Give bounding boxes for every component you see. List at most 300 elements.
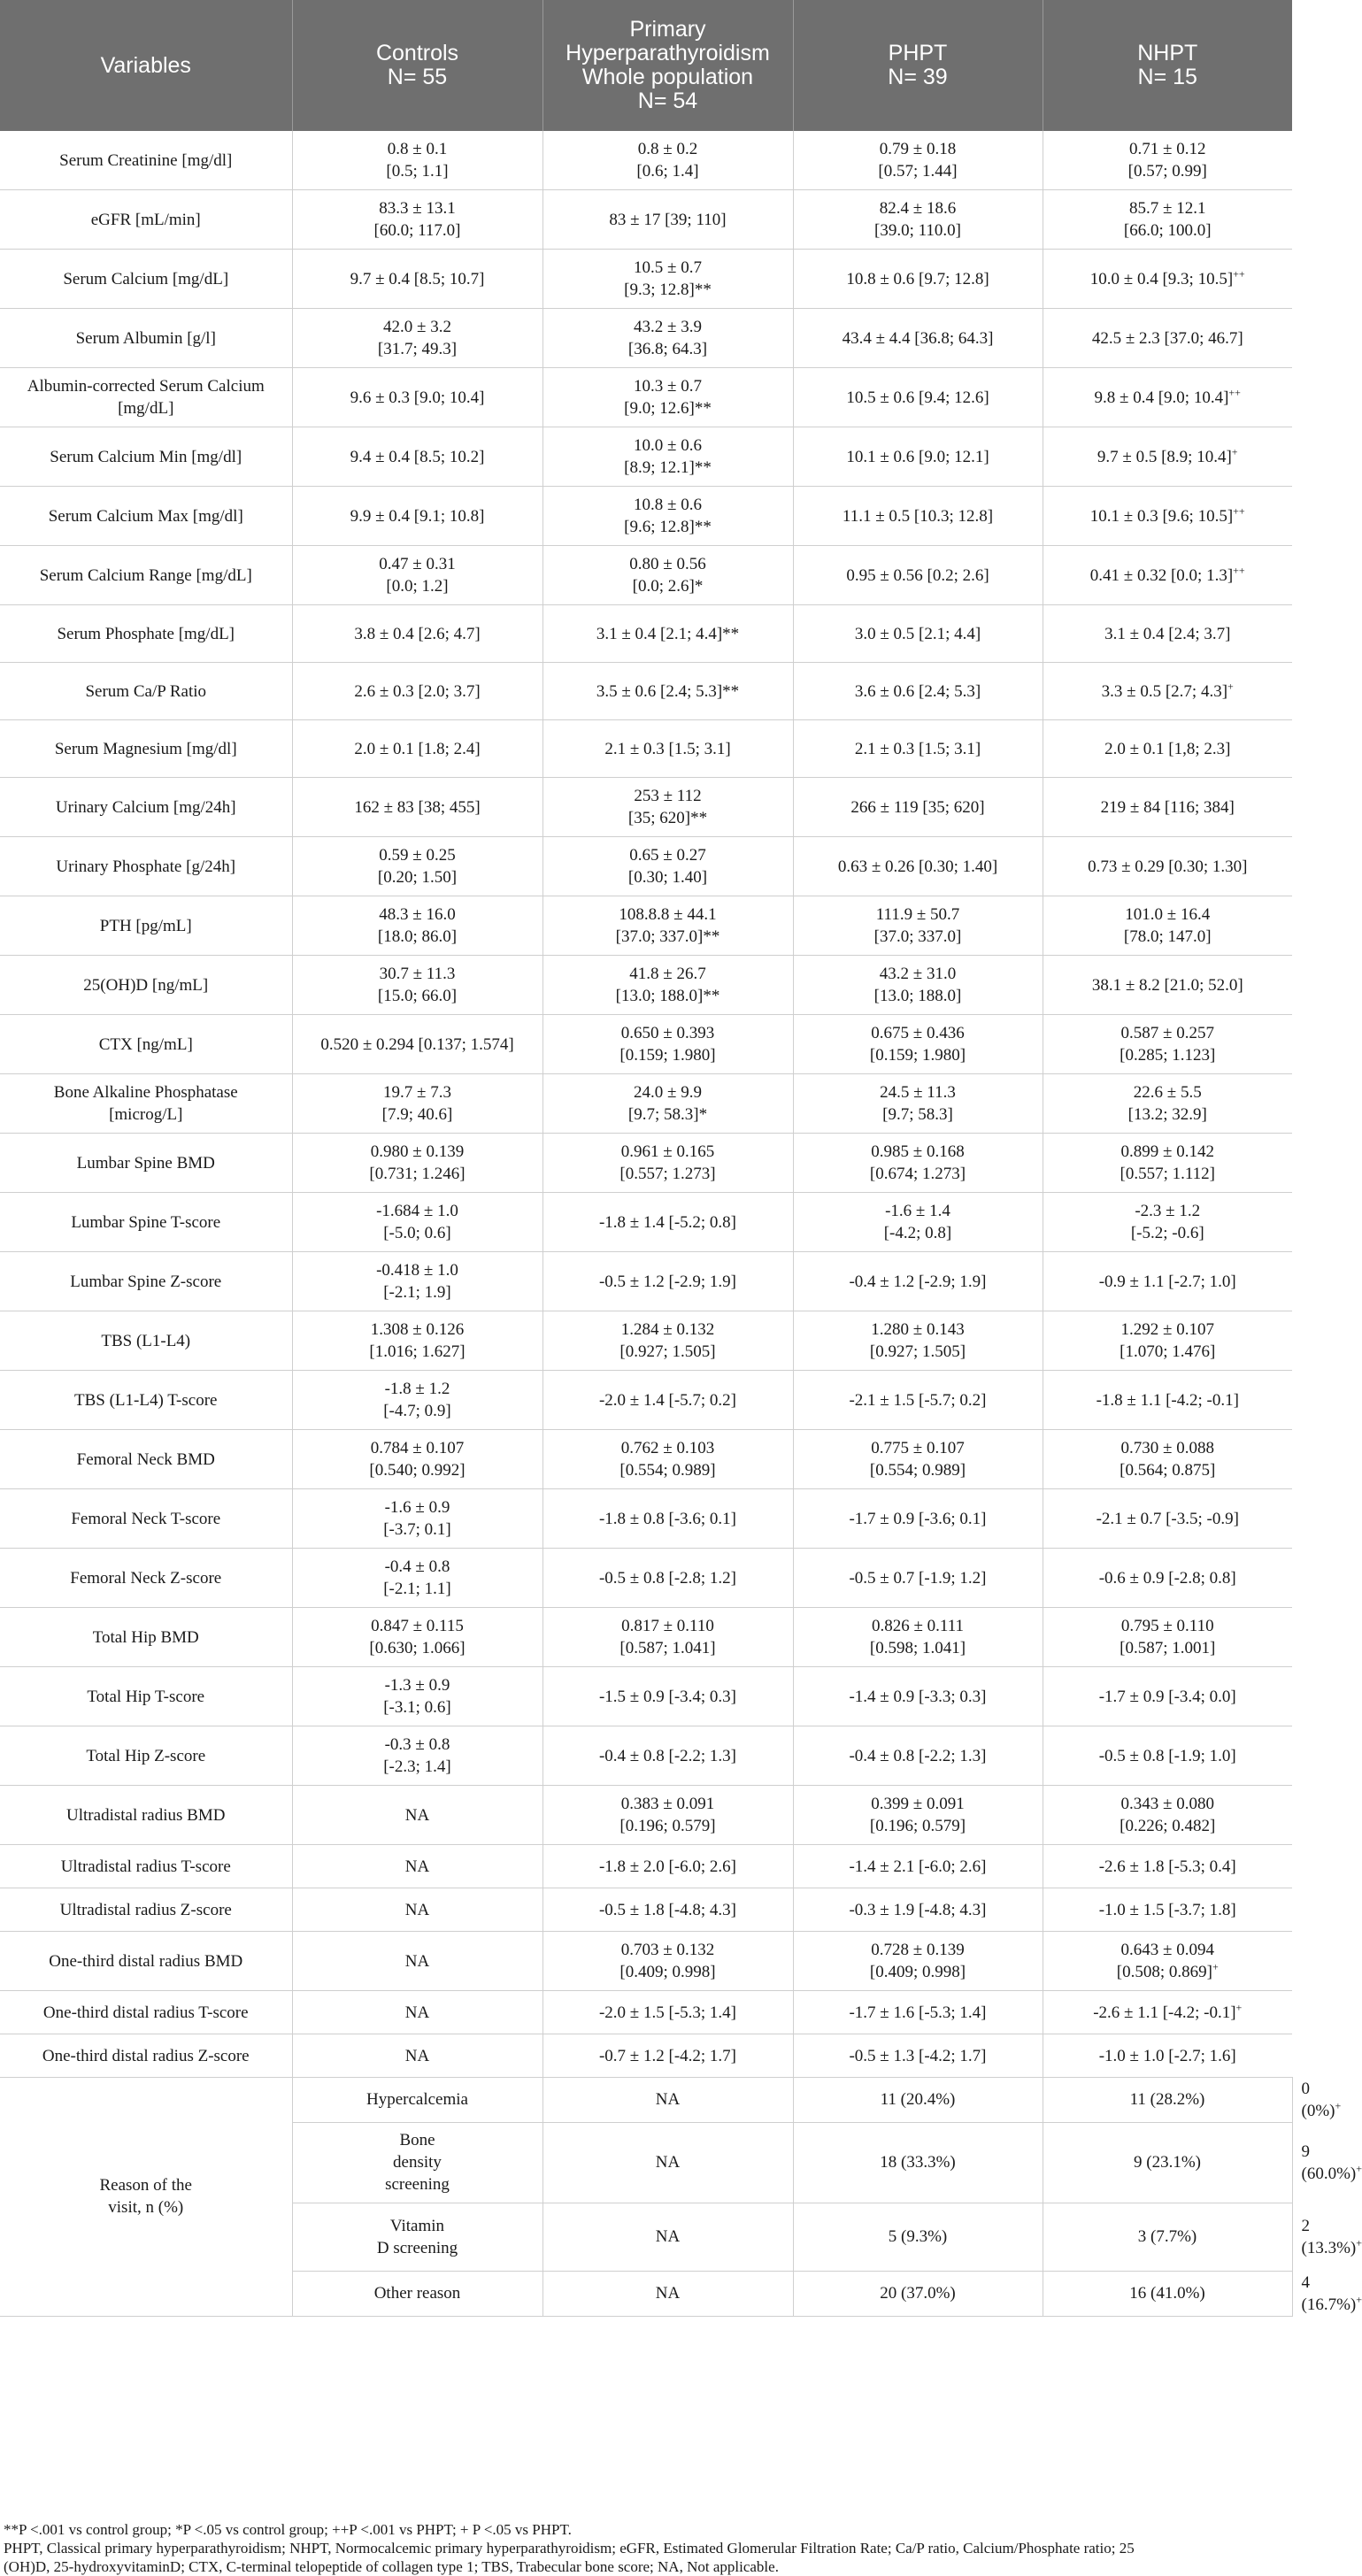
cell-text: [-3.7; 0.1] (383, 1520, 451, 1539)
cell-text: 0.985 ± 0.168 (871, 1142, 965, 1161)
cell-text: 9 (60.0%) (1301, 2142, 1357, 2183)
cell-text: [-2.3; 1.4] (383, 1757, 451, 1776)
cell-text: [0.554; 0.989] (619, 1461, 716, 1480)
nhpt-cell (1043, 1608, 1292, 1667)
cell-text: 20 (37.0%) (880, 2284, 956, 2303)
cell-text: 0.847 ± 0.115 (371, 1617, 464, 1635)
cell-text: 0.795 ± 0.110 (1120, 1617, 1214, 1635)
table-row (0, 663, 1292, 720)
cell-text: 43.2 ± 3.9 (634, 318, 702, 336)
cell-text: -1.8 ± 1.1 [-4.2; -0.1] (1096, 1390, 1239, 1410)
whole-population-cell (542, 720, 793, 778)
phpt-cell (793, 1667, 1043, 1726)
controls-cell (542, 2122, 793, 2203)
controls-cell (542, 2271, 793, 2316)
cell-text: 43.4 ± 4.4 [36.8; 64.3] (842, 328, 994, 348)
phpt-cell (793, 663, 1043, 720)
table-row (0, 1932, 1292, 1991)
cell-text: One-third distal radius BMD (49, 1951, 243, 1971)
whole-population-cell (542, 1991, 793, 2034)
controls-cell (292, 1786, 542, 1845)
cell-text: Serum Magnesium [mg/dl] (54, 739, 237, 758)
cell-text: [mg/dL] (118, 399, 174, 418)
cell-text: -0.4 ± 0.8 (384, 1557, 450, 1576)
cell-text: 42.0 ± 3.2 (383, 318, 451, 336)
whole-population-cell (542, 956, 793, 1015)
cell-text: [-4.7; 0.9] (383, 1402, 451, 1420)
cell-text: NA (404, 2046, 430, 2065)
table-row (0, 250, 1292, 309)
cell-text: Reason of the (99, 2176, 192, 2195)
cell-text-wrap (1052, 2002, 1284, 2024)
cell-text: 4 (16.7%) (1301, 2272, 1357, 2314)
reason-subcategory (292, 2078, 542, 2123)
cell-text: Serum Creatinine [mg/dl] (59, 150, 233, 170)
phpt-cell (793, 1845, 1043, 1888)
nhpt-cell (1043, 1786, 1292, 1845)
whole-population-cell (542, 1549, 793, 1608)
controls-cell (292, 1430, 542, 1489)
phpt-cell (793, 190, 1043, 250)
cell-text: [microg/L] (109, 1105, 183, 1124)
header-primary-line: Primary (629, 17, 706, 42)
whole-population-cell (542, 1489, 793, 1549)
cell-text: 3.6 ± 0.6 [2.4; 5.3] (854, 681, 981, 701)
cell-text: 43.2 ± 31.0 (879, 965, 957, 983)
cell-text: -0.418 ± 1.0 (376, 1261, 458, 1280)
cell-text: Femoral Neck Z-score (70, 1568, 222, 1588)
cell-text: -0.5 ± 0.8 [-2.8; 1.2] (598, 1568, 736, 1588)
phpt-cell (793, 1786, 1043, 1845)
header-primary-line: Whole population (581, 65, 754, 89)
cell-text: -1.7 ± 0.9 [-3.4; 0.0] (1098, 1687, 1236, 1706)
cell-text-wrap (1052, 446, 1284, 468)
variable-cell (0, 720, 292, 778)
cell-text: Serum Calcium [mg/dL] (63, 269, 229, 288)
cell-text: 0.399 ± 0.091 (871, 1795, 965, 1813)
whole-population-cell (793, 2078, 1043, 2123)
cell-text: 10.5 ± 0.7 (634, 258, 702, 277)
table-row (0, 1667, 1292, 1726)
cell-text: 0.730 ± 0.088 (1120, 1439, 1214, 1457)
cell-text: 11 (28.2%) (1129, 2090, 1205, 2110)
controls-cell (292, 368, 542, 427)
cell-text: [35; 620]** (627, 809, 708, 827)
phpt-cell (793, 2034, 1043, 2078)
cell-text: 0.8 ± 0.2 (637, 140, 698, 158)
cell-text: Ultradistal radius BMD (66, 1805, 226, 1825)
header-controls-line: Controls (375, 41, 459, 65)
cell-text: [60.0; 117.0] (373, 221, 461, 240)
controls-cell (292, 1193, 542, 1252)
cell-text: [9.7; 58.3] (882, 1105, 953, 1124)
nhpt-cell (1043, 1074, 1292, 1134)
cell-text: 0.762 ± 0.103 (620, 1439, 715, 1457)
table-row (0, 1786, 1292, 1845)
cell-text: 16 (41.0%) (1129, 2284, 1205, 2303)
nhpt-cell (1043, 1371, 1292, 1430)
cell-text: [31.7; 49.3] (377, 340, 458, 358)
cell-text: -1.8 ± 1.2 (384, 1380, 450, 1398)
reason-of-visit-label (0, 2078, 292, 2317)
cell-text: Serum Ca/P Ratio (85, 681, 207, 701)
whole-population-cell (542, 1371, 793, 1430)
cell-text: 9.7 ± 0.5 [8.9; 10.4] (1097, 447, 1232, 466)
cell-text: 0.73 ± 0.29 [0.30; 1.30] (1088, 857, 1248, 876)
table-row (0, 1726, 1292, 1786)
cell-text: 0.80 ± 0.56 (629, 555, 706, 573)
cell-text: -1.0 ± 1.5 [-3.7; 1.8] (1098, 1900, 1236, 1919)
controls-cell (292, 1667, 542, 1726)
cell-text: 9 (23.1%) (1134, 2153, 1201, 2172)
variable-cell (0, 1932, 292, 1991)
cell-text: -0.5 ± 1.8 [-4.8; 4.3] (598, 1900, 736, 1919)
cell-text: [18.0; 86.0] (377, 927, 458, 946)
table-row (0, 1311, 1292, 1371)
cell-text: -2.3 ± 1.2 (1135, 1202, 1201, 1220)
cell-text: [13.0; 188.0]** (615, 987, 720, 1005)
whole-population-cell (542, 546, 793, 605)
cell-text: [0.5; 1.1] (386, 162, 449, 181)
cell-text: -0.3 ± 0.8 (384, 1735, 450, 1754)
cell-text: -0.7 ± 1.2 [-4.2; 1.7] (598, 2046, 736, 2065)
cell-text: Femoral Neck BMD (76, 1449, 215, 1469)
phpt-cell (793, 427, 1043, 487)
cell-text: 10.3 ± 0.7 (634, 377, 702, 396)
nhpt-cell (1043, 1932, 1292, 1991)
header-nhpt-line: NHPT (1137, 41, 1198, 65)
cell-text: 0.817 ± 0.110 (621, 1617, 714, 1635)
footnote-line: **P <.001 vs control group; *P <.05 vs control group; ++P <.001 vs PHPT; + P <.05 vs PHPT. (4, 2521, 572, 2538)
cell-text: -1.684 ± 1.0 (376, 1202, 458, 1220)
significance-marker: + (1356, 2236, 1362, 2249)
whole-population-cell (542, 427, 793, 487)
nhpt-cell (1043, 368, 1292, 427)
nhpt-cell (1043, 1845, 1292, 1888)
cell-text: One-third distal radius T-score (42, 2003, 249, 2022)
cell-text: [0.587; 1.001] (1120, 1639, 1216, 1657)
cell-text: Lumbar Spine BMD (76, 1153, 215, 1173)
controls-cell (292, 190, 542, 250)
cell-text: [0.674; 1.273] (869, 1165, 966, 1183)
cell-text: 1.308 ± 0.126 (370, 1320, 465, 1339)
nhpt-cell (1043, 778, 1292, 837)
table-row (0, 131, 1292, 190)
phpt-cell (793, 1608, 1043, 1667)
nhpt-cell (1043, 309, 1292, 368)
cell-text-wrap (1052, 505, 1284, 527)
cell-text: 82.4 ± 18.6 (879, 199, 957, 218)
phpt-cell (793, 1015, 1043, 1074)
nhpt-cell (1043, 1549, 1292, 1608)
nhpt-cell (1043, 837, 1292, 896)
controls-cell (292, 250, 542, 309)
variable-cell (0, 1667, 292, 1726)
cell-text: Bone (399, 2131, 435, 2149)
controls-cell (542, 2203, 793, 2271)
cell-text: [0.564; 0.875] (1120, 1461, 1216, 1480)
variable-cell (0, 250, 292, 309)
cell-text: -0.9 ± 1.1 [-2.7; 1.0] (1098, 1272, 1236, 1291)
controls-cell (292, 896, 542, 956)
cell-text: 41.8 ± 26.7 (629, 965, 706, 983)
cell-text: NA (404, 2003, 430, 2022)
whole-population-cell (542, 1888, 793, 1932)
phpt-cell (793, 1311, 1043, 1371)
cell-text: 11.1 ± 0.5 [10.3; 12.8] (842, 506, 994, 526)
phpt-cell (793, 1371, 1043, 1430)
cell-text: 0.79 ± 0.18 (879, 140, 957, 158)
phpt-cell (793, 720, 1043, 778)
phpt-cell (793, 778, 1043, 837)
cell-text: 0.383 ± 0.091 (620, 1795, 715, 1813)
cell-text: -1.0 ± 1.0 [-2.7; 1.6] (1098, 2046, 1236, 2065)
whole-population-cell (793, 2203, 1043, 2271)
cell-text: 253 ± 112 (634, 787, 702, 805)
cell-text: 0.8 ± 0.1 (387, 140, 448, 158)
nhpt-cell (1043, 663, 1292, 720)
whole-population-cell (542, 487, 793, 546)
cell-text: 11 (20.4%) (880, 2090, 956, 2110)
cell-text: NA (404, 1900, 430, 1919)
cell-text: NA (655, 2284, 681, 2303)
header-controls-line: N= 55 (387, 65, 448, 89)
table-row (0, 896, 1292, 956)
cell-text: 5 (9.3%) (888, 2227, 948, 2246)
controls-cell (292, 1311, 542, 1371)
controls-cell (292, 956, 542, 1015)
nhpt-cell (1043, 1015, 1292, 1074)
cell-text: -0.5 ± 0.7 [-1.9; 1.2] (849, 1568, 987, 1588)
cell-text: [1.070; 1.476] (1120, 1342, 1216, 1361)
nhpt-cell (1043, 546, 1292, 605)
cell-text: Serum Albumin [g/l] (75, 328, 216, 348)
cell-text: [13.2; 32.9] (1127, 1105, 1207, 1124)
whole-population-cell (542, 1786, 793, 1845)
whole-population-cell (542, 837, 793, 896)
nhpt-cell (1043, 1667, 1292, 1726)
cell-text: NA (655, 2090, 681, 2110)
nhpt-cell (1043, 605, 1292, 663)
cell-text: -0.5 ± 0.8 [-1.9; 1.0] (1098, 1746, 1236, 1765)
variable-cell (0, 1074, 292, 1134)
whole-population-cell (542, 778, 793, 837)
variable-cell (0, 131, 292, 190)
whole-population-cell (542, 250, 793, 309)
cell-text: -2.6 ± 1.1 [-4.2; -0.1] (1093, 2003, 1236, 2022)
significance-marker: ++ (1233, 267, 1245, 281)
phpt-cell (793, 1726, 1043, 1786)
cell-text: -0.4 ± 0.8 [-2.2; 1.3] (598, 1746, 736, 1765)
cell-text: Total Hip BMD (92, 1627, 199, 1647)
cell-text: CTX [ng/mL] (98, 1034, 193, 1054)
cell-text: -1.5 ± 0.9 [-3.4; 0.3] (598, 1687, 736, 1706)
cell-text: [0.285; 1.123] (1120, 1046, 1216, 1065)
cell-text: [0.557; 1.112] (1120, 1165, 1215, 1183)
header-primary-line: N= 54 (637, 88, 698, 113)
controls-cell (292, 1549, 542, 1608)
controls-cell (292, 309, 542, 368)
cell-text: [0.6; 1.4] (636, 162, 699, 181)
nhpt-cell (1043, 1193, 1292, 1252)
cell-text: -1.7 ± 1.6 [-5.3; 1.4] (849, 2003, 987, 2022)
cell-text: -0.5 ± 1.2 [-2.9; 1.9] (598, 1272, 736, 1291)
cell-text: 9.6 ± 0.3 [9.0; 10.4] (350, 388, 485, 407)
cell-text: 1.292 ± 0.107 (1120, 1320, 1214, 1339)
cell-text: [-5.2; -0.6] (1130, 1224, 1204, 1242)
header-phpt-line: PHPT (888, 41, 948, 65)
phpt-cell (1043, 2122, 1292, 2203)
cell-text: [-5.0; 0.6] (383, 1224, 451, 1242)
cell-text: [0.731; 1.246] (369, 1165, 466, 1183)
whole-population-cell (542, 1608, 793, 1667)
phpt-cell (793, 1549, 1043, 1608)
cell-text: Serum Calcium Range [mg/dL] (39, 565, 252, 585)
whole-population-cell (542, 1932, 793, 1991)
variable-cell (0, 663, 292, 720)
phpt-cell (793, 837, 1043, 896)
phpt-cell (793, 1193, 1043, 1252)
nhpt-cell (1043, 896, 1292, 956)
cell-text: -0.3 ± 1.9 [-4.8; 4.3] (849, 1900, 987, 1919)
cell-text: 111.9 ± 50.7 (875, 905, 960, 924)
controls-cell (292, 720, 542, 778)
header-phpt (793, 0, 1043, 131)
cell-text: -1.4 ± 2.1 [-6.0; 2.6] (849, 1857, 987, 1876)
cell-text: 3.1 ± 0.4 [2.1; 4.4]** (596, 624, 740, 643)
footnote-line: PHPT, Classical primary hyperparathyroidism; NHPT, Normocalcemic primary hyperparathyroidism; eGFR, Estimated Glomerular Filtration Rate; Ca/P ratio, Calcium/Phosphate ratio; 25 (4, 2540, 1135, 2557)
phpt-cell (793, 487, 1043, 546)
table-row (0, 1134, 1292, 1193)
cell-text: [39.0; 110.0] (874, 221, 961, 240)
nhpt-cell (1043, 1489, 1292, 1549)
controls-cell (292, 1371, 542, 1430)
whole-population-cell (542, 1430, 793, 1489)
variable-cell (0, 190, 292, 250)
cell-text: -1.4 ± 0.9 [-3.3; 0.3] (849, 1687, 987, 1706)
cell-text: 30.7 ± 11.3 (379, 965, 456, 983)
significance-marker: ++ (1233, 504, 1245, 518)
cell-text: Total Hip T-score (87, 1687, 205, 1706)
cell-text: 0.65 ± 0.27 (629, 846, 706, 865)
phpt-cell (793, 131, 1043, 190)
cell-text: 19.7 ± 7.3 (383, 1083, 451, 1102)
variable-cell (0, 1015, 292, 1074)
controls-cell (292, 1074, 542, 1134)
significance-marker: + (1356, 2293, 1362, 2306)
table-row (0, 309, 1292, 368)
whole-population-cell (542, 1193, 793, 1252)
cell-text: 10.1 ± 0.6 [9.0; 12.1] (846, 447, 989, 466)
cell-text: 2.1 ± 0.3 [1.5; 3.1] (604, 739, 731, 758)
controls-cell (292, 1845, 542, 1888)
cell-text: [66.0; 100.0] (1123, 221, 1212, 240)
table-row (0, 605, 1292, 663)
controls-cell (292, 1608, 542, 1667)
cell-text: 0.587 ± 0.257 (1120, 1024, 1214, 1042)
table-row (0, 1489, 1292, 1549)
table-row (0, 2034, 1292, 2078)
cell-text: [0.0; 1.2] (386, 577, 449, 596)
whole-population-cell (542, 663, 793, 720)
cell-text-wrap (1052, 681, 1284, 703)
nhpt-cell (1043, 2034, 1292, 2078)
phpt-cell (793, 1888, 1043, 1932)
variable-cell (0, 956, 292, 1015)
cell-text: screening (385, 2175, 450, 2194)
nhpt-cell (1043, 720, 1292, 778)
table-header (0, 0, 1292, 131)
cell-text: 25(OH)D [ng/mL] (83, 975, 209, 995)
cell-text: 38.1 ± 8.2 [21.0; 52.0] (1091, 975, 1243, 995)
cell-text: -2.0 ± 1.5 [-5.3; 1.4] (598, 2003, 736, 2022)
cell-text: 0.899 ± 0.142 (1120, 1142, 1214, 1161)
cell-text: Albumin-corrected Serum Calcium (27, 377, 265, 396)
nhpt-cell (1043, 1888, 1292, 1932)
cell-text: 9.7 ± 0.4 [8.5; 10.7] (350, 269, 485, 288)
nhpt-cell (1043, 1991, 1292, 2034)
table-row (0, 1549, 1292, 1608)
table-row-reason (0, 2078, 1292, 2123)
cell-text: 3 (7.7%) (1137, 2227, 1197, 2246)
cell-text: -1.3 ± 0.9 (384, 1676, 450, 1695)
nhpt-cell (1043, 1430, 1292, 1489)
significance-marker: ++ (1228, 386, 1241, 399)
cell-text: 10.0 ± 0.4 [9.3; 10.5] (1089, 269, 1234, 288)
cell-text: [0.540; 0.992] (369, 1461, 466, 1480)
table-row (0, 778, 1292, 837)
cell-text: 101.0 ± 16.4 (1125, 905, 1211, 924)
controls-cell (292, 1252, 542, 1311)
controls-cell (292, 1932, 542, 1991)
whole-population-cell (542, 190, 793, 250)
cell-text: PTH [pg/mL] (99, 916, 192, 935)
nhpt-cell (1043, 250, 1292, 309)
cell-text: 266 ± 119 [35; 620] (850, 797, 985, 817)
cell-text: 83 ± 17 [39; 110] (609, 210, 727, 229)
cell-text: -1.8 ± 1.4 [-5.2; 0.8] (598, 1212, 736, 1232)
cell-text: [9.3; 12.8]** (624, 281, 712, 299)
variable-cell (0, 487, 292, 546)
cell-text: 0 (0%) (1301, 2079, 1335, 2120)
phpt-cell (793, 956, 1043, 1015)
cell-text: 24.0 ± 9.9 (634, 1083, 702, 1102)
cell-text: [15.0; 66.0] (377, 987, 458, 1005)
header-nhpt (1043, 0, 1292, 131)
cell-text: [7.9; 40.6] (381, 1105, 453, 1124)
controls-cell (292, 427, 542, 487)
cell-text: 2.0 ± 0.1 [1,8; 2.3] (1104, 739, 1231, 758)
controls-cell (292, 1726, 542, 1786)
cell-text: Other reason (373, 2284, 461, 2303)
header-controls (292, 0, 542, 131)
whole-population-cell (542, 2034, 793, 2078)
controls-cell (292, 546, 542, 605)
table-footnotes (0, 2520, 1287, 2576)
controls-cell (292, 487, 542, 546)
cell-text: 10.0 ± 0.6 (634, 436, 702, 455)
header-variables-label: Variables (100, 52, 191, 78)
cell-text: [36.8; 64.3] (627, 340, 708, 358)
whole-population-cell (542, 1134, 793, 1193)
cell-text: [0.409; 0.998] (619, 1963, 716, 1981)
cell-text: [13.0; 188.0] (873, 987, 962, 1005)
phpt-cell (793, 896, 1043, 956)
table-body (0, 131, 1362, 2316)
variable-cell (0, 1193, 292, 1252)
reason-subcategory (292, 2203, 542, 2271)
whole-population-cell (542, 1074, 793, 1134)
